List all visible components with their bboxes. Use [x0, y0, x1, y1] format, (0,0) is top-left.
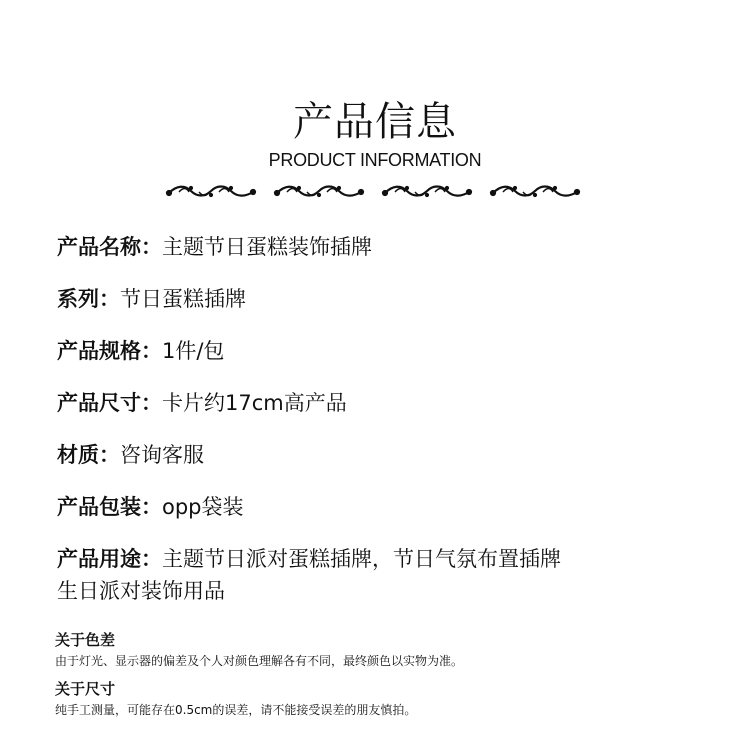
row-sep: ：	[141, 391, 162, 415]
row-sep: ：	[141, 339, 162, 363]
row-value: 卡片约17cm高产品	[162, 391, 347, 415]
title-english: PRODUCT INFORMATION	[268, 150, 482, 170]
row-spec	[57, 337, 224, 365]
row-sep: ：	[141, 235, 162, 259]
row-sep: ：	[99, 443, 120, 467]
row-sep: ：	[99, 287, 120, 311]
row-value: 主题节日派对蛋糕插牌，节日气氛布置插牌	[162, 547, 561, 571]
row-usage-continued: 生日派对装饰用品	[57, 579, 225, 603]
note-text-size: 纯手工测量，可能存在0.5cm的误差，请不能接受误差的朋友慎拍。	[55, 703, 417, 717]
note-heading-size: 关于尺寸	[55, 680, 116, 698]
row-label: 材质	[57, 443, 99, 467]
row-value: 节日蛋糕插牌	[120, 287, 246, 311]
row-material	[57, 441, 204, 469]
title-chinese: 产品信息	[293, 99, 457, 145]
row-label: 产品规格	[57, 339, 141, 363]
row-product-name	[57, 233, 372, 261]
row-label: 产品尺寸	[57, 391, 141, 415]
note-heading-color: 关于色差	[55, 631, 116, 649]
row-sep: ：	[141, 547, 162, 571]
note-text-color: 由于灯光、显示器的偏差及个人对颜色理解各有不同，最终颜色以实物为准。	[55, 654, 464, 668]
row-label: 产品用途	[57, 547, 141, 571]
row-label: 产品名称	[57, 235, 141, 259]
row-series	[57, 285, 246, 313]
row-value: 咨询客服	[120, 443, 204, 467]
row-sep: ：	[141, 495, 162, 519]
row-label: 产品包装	[57, 495, 141, 519]
row-value: 1件/包	[162, 339, 225, 363]
row-value: 主题节日蛋糕装饰插牌	[162, 235, 372, 259]
row-label: 系列	[57, 287, 99, 311]
row-value: opp袋装	[162, 495, 244, 519]
ornamental-divider-icon	[165, 180, 585, 202]
row-size	[57, 389, 347, 417]
row-usage	[57, 545, 561, 573]
row-packaging	[57, 493, 244, 521]
